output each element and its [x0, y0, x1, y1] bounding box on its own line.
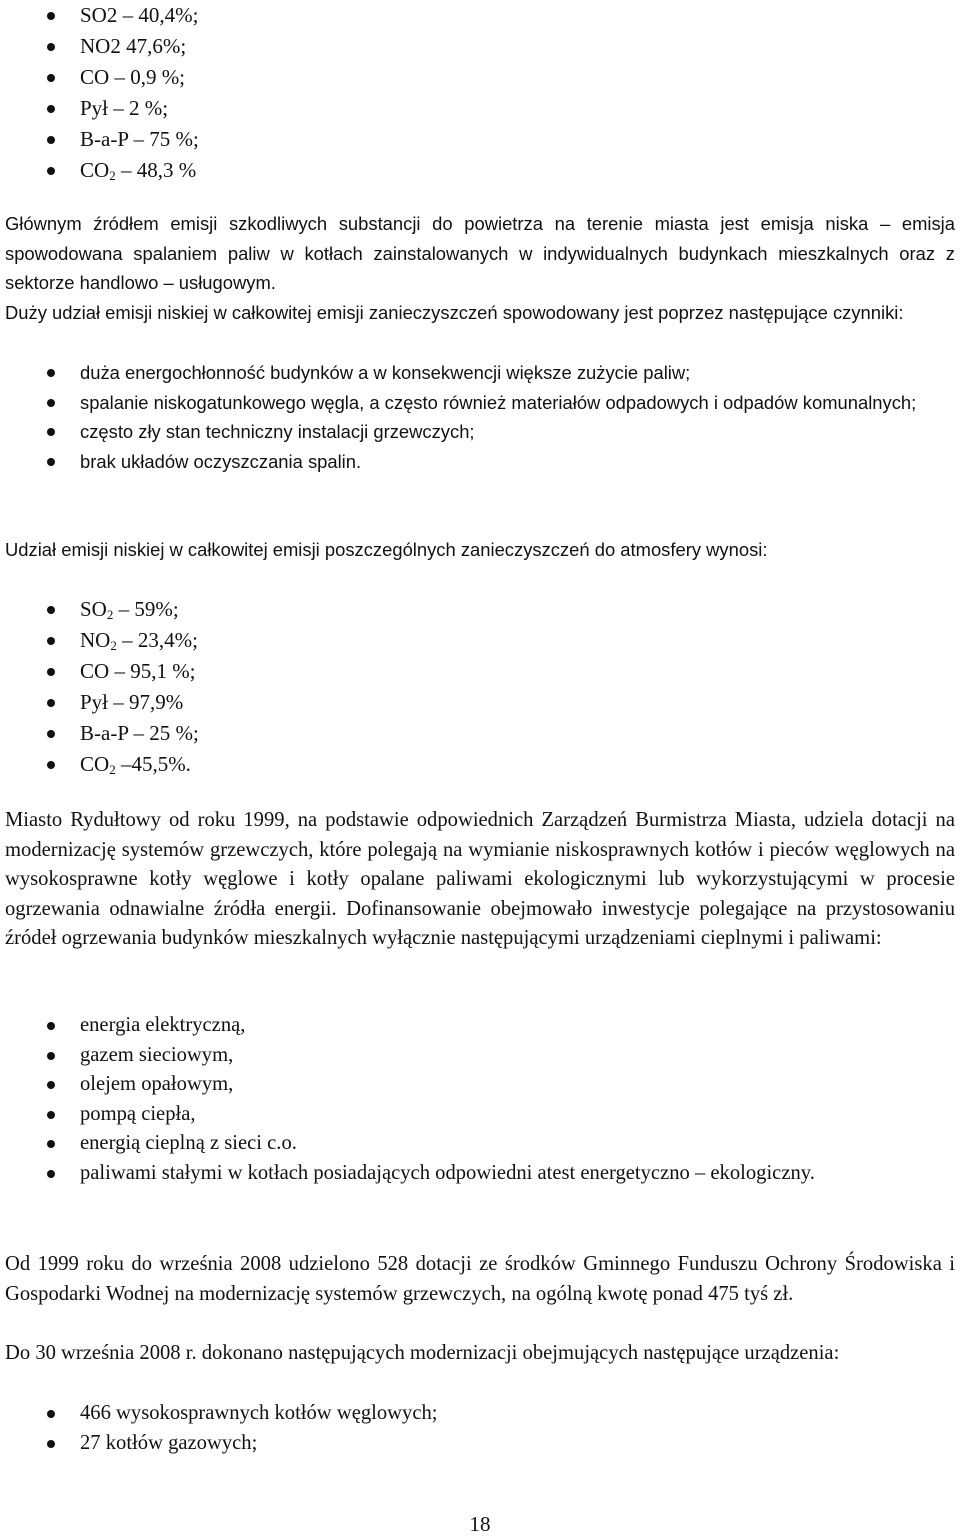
list-item: $NO_2 - 23,4\%$; — [5, 625, 955, 656]
paragraph-low-emission: Głównym źródłem emisji szkodliwych substancji do powietrza na terenie miasta jest emisja niska – emisja spowodowana spalaniem paliw w kotłach zainstalowanych w indywidualnych budynkach mieszkalnych oraz z sektorze handlowo – usługowym. — [5, 213, 955, 293]
emission-list-2 — [5, 594, 955, 780]
list-item: $CO_2 - 48,3$ % — [5, 155, 955, 186]
list-item: Pył – 97,9% — [5, 687, 955, 718]
list-item: paliwami stałymi w kotłach posiadających odpowiedni atest energetyczno – ekologiczny. — [5, 1159, 955, 1189]
paragraph-subsidies: Miasto Rydułtowy od roku 1999, na podstawie odpowiednich Zarządzeń Burmistrza Miasta, udziela dotacji na modernizację systemów grzewczych, które polegają na wymianie niskosprawnych kotłów i pieców węglowych na wysokosprawne kotły węglowe i kotły opalane paliwami ekologicznymi lub wykorzystującymi w procesie ogrzewania odnawialne źródła energii. Dofinansowanie obejmowało inwestycje polegające na przystosowaniu źródeł ogrzewania budynków mieszkalnych wyłącznie następującymi urządzeniami cieplnymi i paliwami: — [5, 809, 955, 949]
list-item: często zły stan techniczny instalacji grzewczych; — [5, 417, 955, 447]
paragraph-factors-intro: Duży udział emisji niskiej w całkowitej emisji zanieczyszczeń spowodowany jest poprzez następujące czynniki: — [5, 302, 904, 323]
list-item: gazem sieciowym, — [5, 1041, 955, 1071]
page-number: 18 — [469, 1512, 491, 1536]
list-item: spalanie niskogatunkowego węgla, a często również materiałów odpadowych i odpadów komunalnych; — [5, 388, 955, 418]
list-item: 27 kotłów gazowych; — [5, 1429, 955, 1459]
list-item: NO2 47,6%; — [5, 31, 955, 62]
paragraph-share-intro: Udział emisji niskiej w całkowitej emisji poszczególnych zanieczyszczeń do atmosfery wynosi: — [5, 539, 768, 560]
list-item: CO – 0,9 %; — [5, 62, 955, 93]
list-item: B-a-P – 25 %; — [5, 718, 955, 749]
list-item: olejem opałowym, — [5, 1070, 955, 1100]
factors-list — [5, 358, 955, 476]
list-item: energią cieplną z sieci c.o. — [5, 1129, 955, 1159]
paragraph-grants-total: Od 1999 roku do września 2008 udzielono 528 dotacji ze środków Gminnego Funduszu Ochrony Środowiska i Gospodarki Wodnej na modernizację systemów grzewczych, na ogólną kwotę ponad 475 tyś zł. — [5, 1253, 955, 1305]
list-item: B-a-P – 75 %; — [5, 124, 955, 155]
list-item: $SO_2 - 59\%$; — [5, 594, 955, 625]
list-item: pompą ciepła, — [5, 1100, 955, 1130]
heating-sources-list — [5, 1011, 955, 1188]
list-item: 466 wysokosprawnych kotłów węglowych; — [5, 1399, 955, 1429]
list-item: $CO_2$ –45,5%. — [5, 749, 955, 780]
list-item: CO – 95,1 %; — [5, 656, 955, 687]
emission-list-1 — [5, 0, 955, 186]
paragraph-modernizations-intro: Do 30 września 2008 r. dokonano następujących modernizacji obejmujących następujące urządzenia: — [5, 1342, 840, 1364]
modernizations-list — [5, 1399, 955, 1458]
list-item: SO2 – 40,4%; — [5, 0, 955, 31]
list-item: energia elektryczną, — [5, 1011, 955, 1041]
list-item: Pył – 2 %; — [5, 93, 955, 124]
list-item: duża energochłonność budynków a w konsekwencji większe zużycie paliw; — [5, 358, 955, 388]
list-item: brak układów oczyszczania spalin. — [5, 447, 955, 477]
